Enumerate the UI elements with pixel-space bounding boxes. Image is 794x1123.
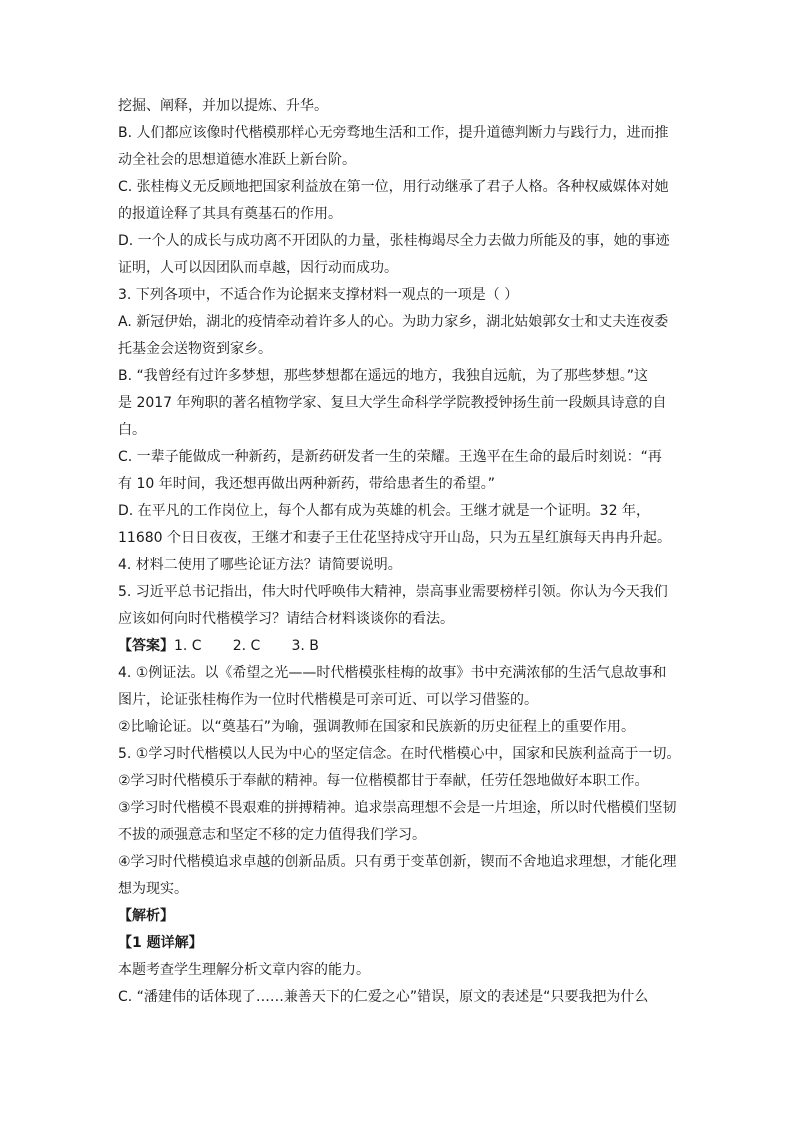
- answer-label: 【答案】: [118, 638, 174, 654]
- analysis-line: C. “潘建伟的话体现了……兼善天下的仁爱之心”错误，原文的表述是“只要我把为什么: [118, 989, 649, 1005]
- answer-line: [118, 637, 319, 655]
- analysis-sub-label: 【1 题详解】: [118, 935, 203, 951]
- text-line: 的报道诠释了其具有奠基石的作用。: [118, 206, 342, 222]
- text-line: 证明，人可以因团队而卓越，因行动而成功。: [118, 260, 398, 276]
- text-line: 11680 个日日夜夜，王继才和妻子王仕花坚持戍守开山岛，只为五星红旗每天冉冉升起。: [118, 530, 671, 546]
- answer-detail: 4. ①例证法。以《希望之光——时代楷模张桂梅的故事》书中充满浓郁的生活气息故事和: [118, 665, 667, 681]
- text-line: D. 在平凡的工作岗位上，每个人都有成为英雄的机会。王继才就是一个证明。32 年，: [118, 503, 650, 519]
- text-line: C. 一辈子能做成一种新药，是新药研发者一生的荣耀。王逸平在生命的最后时刻说：“再: [118, 449, 662, 465]
- answer-detail: ②比喻论证。以“奠基石”为喻，强调教师在国家和民族新的历史征程上的重要作用。: [118, 719, 636, 735]
- answer-detail: 不拔的顽强意志和坚定不移的定力值得我们学习。: [118, 827, 426, 843]
- analysis-line: 本题考查学生理解分析文章内容的能力。: [118, 962, 370, 978]
- question-5: 5. 习近平总书记指出，伟大时代呼唤伟大精神，崇高事业需要榜样引领。你认为今天我们: [118, 584, 668, 600]
- answer-detail: 5. ①学习时代楷模以人民为中心的坚定信念。在时代楷模心中，国家和民族利益高于一切。: [118, 746, 681, 762]
- text-line: B. “我曾经有过许多梦想，那些梦想都在遥远的地方，我独自远航，为了那些梦想。”这: [118, 368, 649, 384]
- text-line: B. 人们都应该像时代楷模那样心无旁骛地生活和工作，提升道德判断力与践行力，进而推: [118, 125, 669, 141]
- analysis-label: 【解析】: [118, 908, 174, 924]
- question-4: 4. 材料二使用了哪些论证方法？请简要说明。: [118, 557, 402, 573]
- question-3: 3. 下列各项中，不适合作为论据来支撑材料一观点的一项是（ ）: [118, 287, 519, 303]
- text-line: 是 2017 年殉职的著名植物学家、复旦大学生命科学学院教授钟扬生前一段颇具诗意的自: [118, 395, 667, 411]
- text-line: 应该如何向时代楷模学习？请结合材料谈谈你的看法。: [118, 611, 454, 627]
- text-line: 托基金会送物资到家乡。: [118, 341, 272, 357]
- answer-detail: ②学习时代楷模乐于奉献的精神。每一位楷模都甘于奉献，任劳任怨地做好本职工作。: [118, 773, 649, 789]
- text-line: D. 一个人的成长与成功离不开团队的力量，张桂梅竭尽全力去做力所能及的事，她的事迹: [118, 233, 670, 249]
- text-line: 挖掘、阐释，并加以提炼、升华。: [118, 98, 328, 114]
- answer-detail: 想为现实。: [118, 881, 188, 897]
- answer-detail: ③学习时代楷模不畏艰难的拼搏精神。追求崇高理想不会是一片坦途，所以时代楷模们坚韧: [118, 800, 677, 816]
- answer-detail: 图片，论证张桂梅作为一位时代楷模是可亲可近、可以学习借鉴的。: [118, 692, 538, 708]
- text-line: 动全社会的思想道德水准跃上新台阶。: [118, 152, 356, 168]
- text-line: 有 10 年时间，我还想再做出两种新药，带给患者生的希望。”: [118, 476, 495, 492]
- text-line: 白。: [118, 422, 146, 438]
- text-line: A. 新冠伊始，湖北的疫情牵动着许多人的心。为助力家乡，湖北姑娘郭女士和丈夫连夜委: [118, 314, 669, 330]
- answer-detail: ④学习时代楷模追求卓越的创新品质。只有勇于变革创新，锲而不舍地追求理想，才能化理: [118, 854, 677, 870]
- text-line: C. 张桂梅义无反顾地把国家利益放在第一位，用行动继承了君子人格。各种权威媒体对她: [118, 179, 669, 195]
- answer-text: 1. C 2. C 3. B: [174, 638, 319, 654]
